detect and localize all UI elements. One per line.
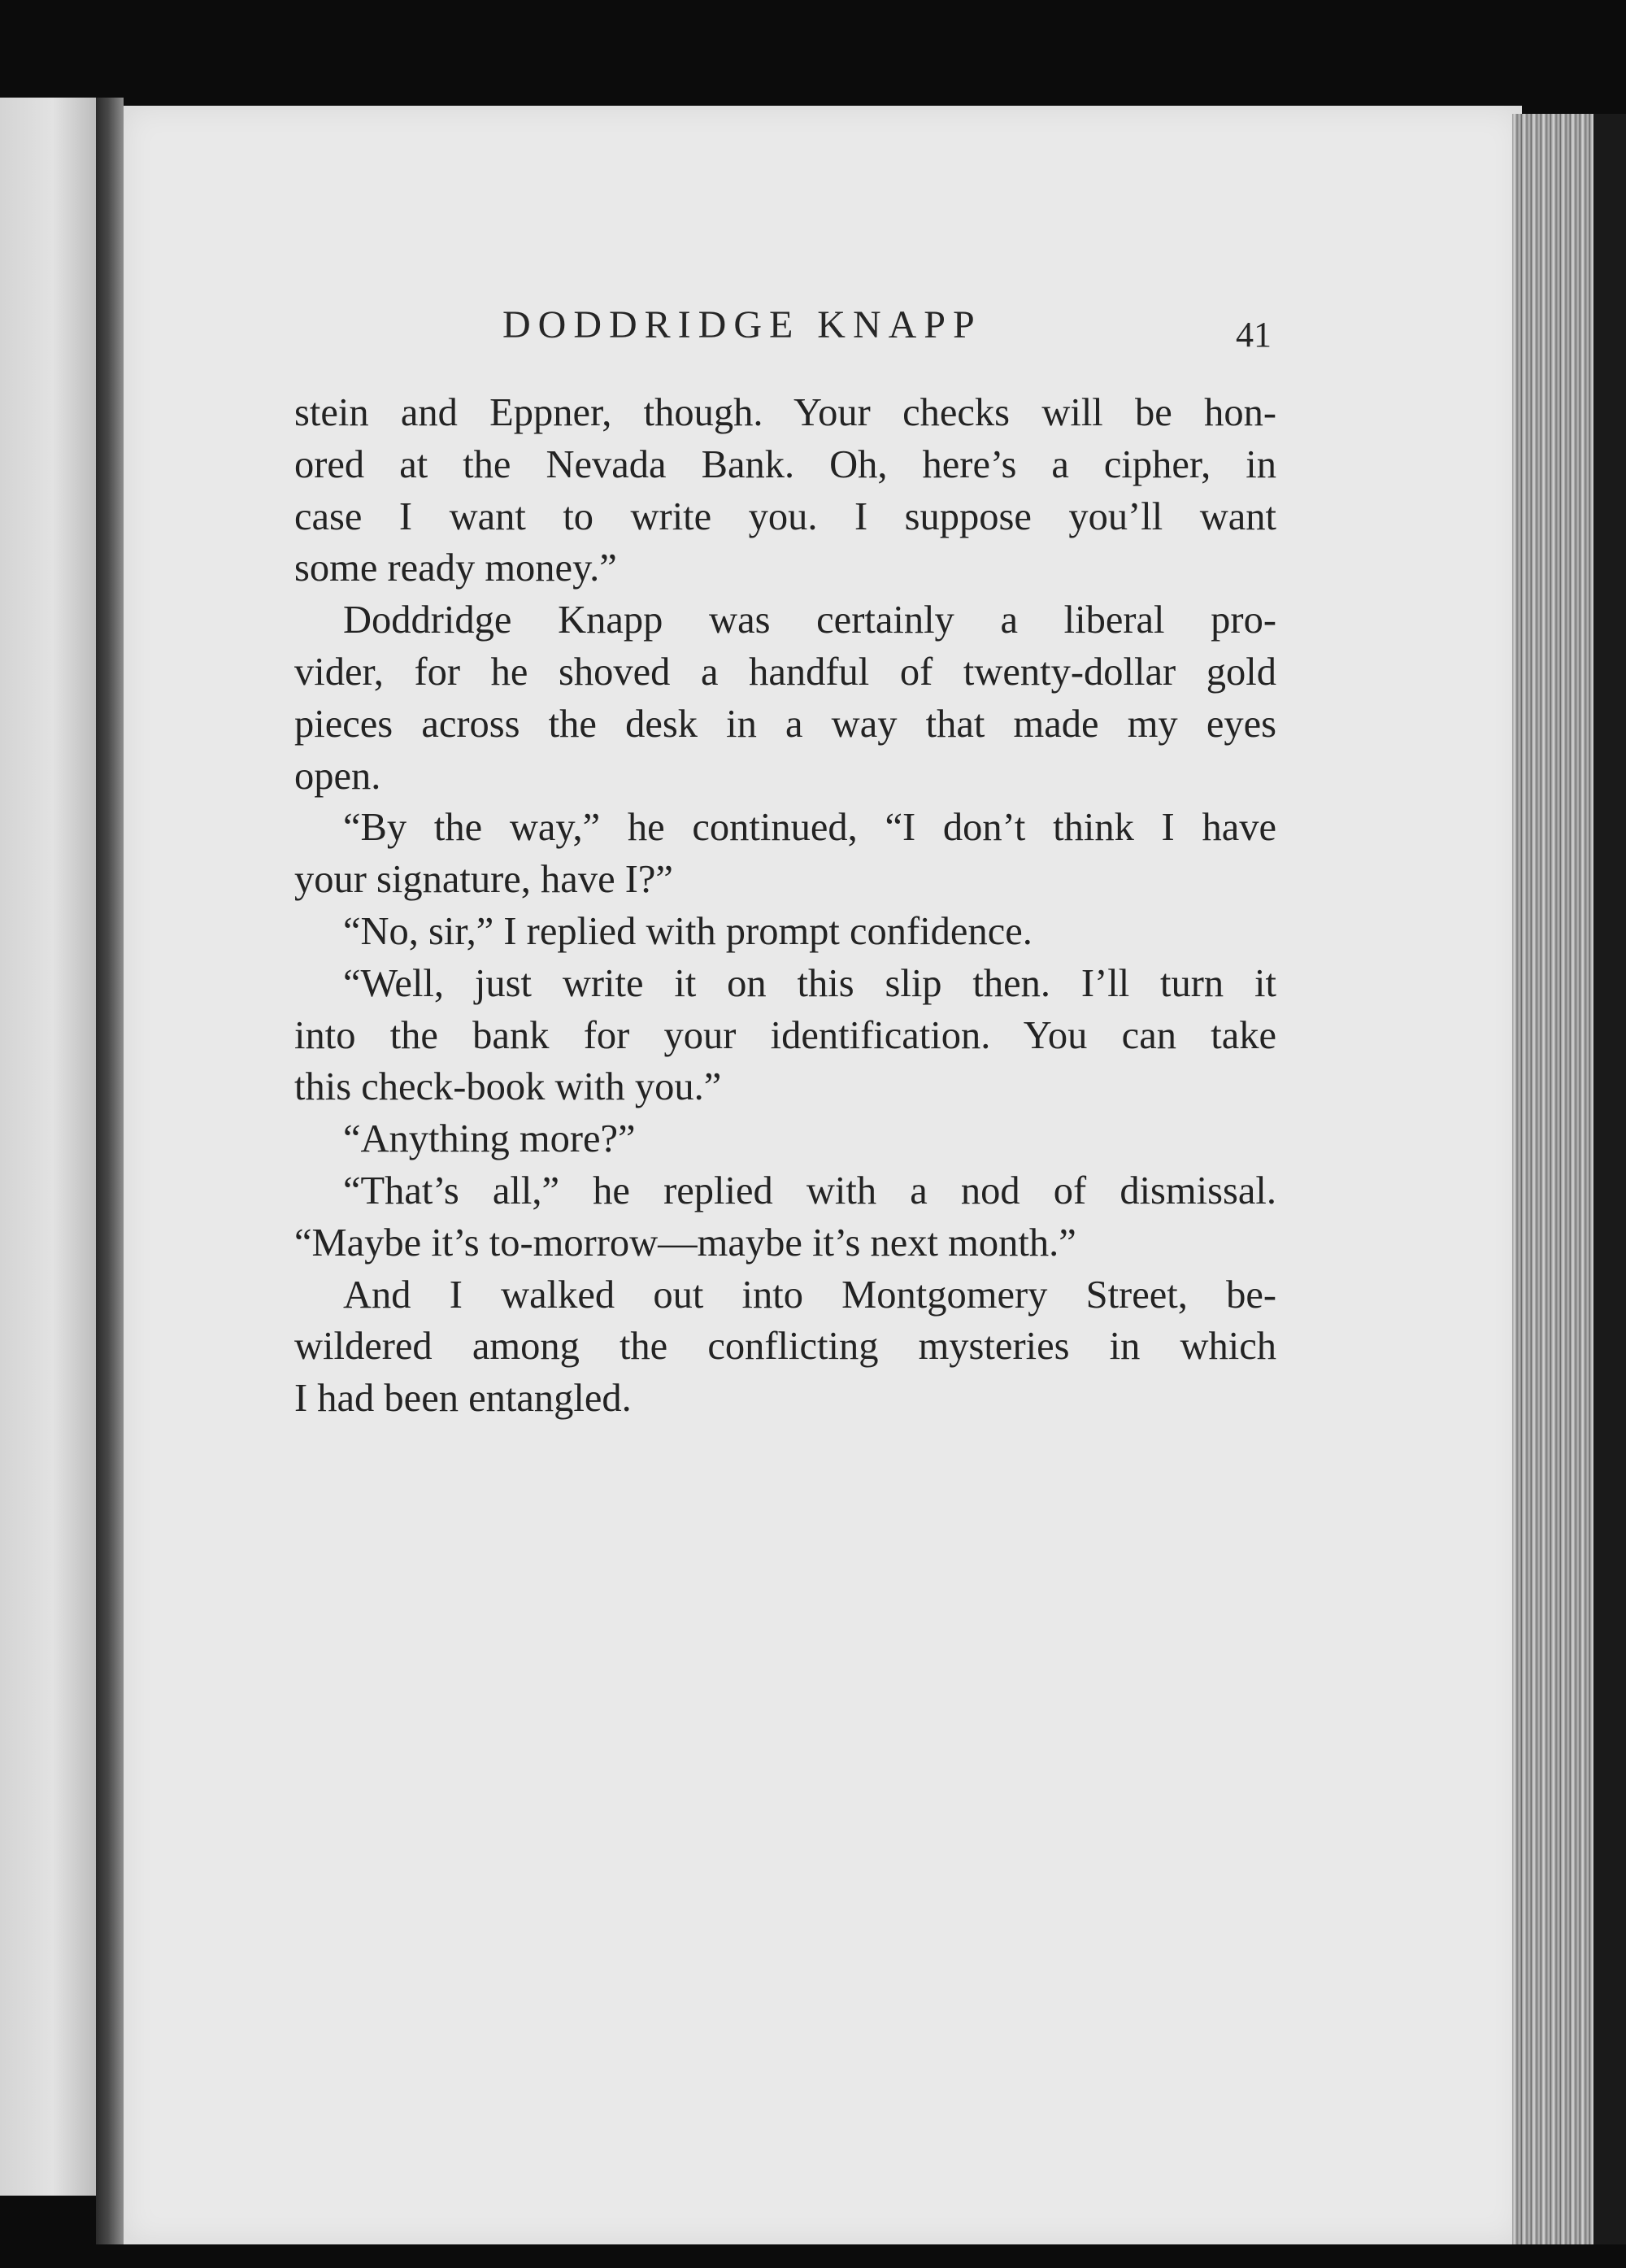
text-line: “That’s all,” he replied with a nod of dismissal.	[343, 1169, 1276, 1212]
text-line: case I want to write you. I suppose you’ll want	[294, 494, 1276, 538]
body-text	[294, 387, 1276, 1425]
text-line: vider, for he shoved a handful of twenty-dollar gold	[294, 650, 1276, 694]
paragraph	[294, 594, 1276, 802]
facing-page-edge	[0, 98, 96, 2196]
text-line: into the bank for your identification. You can take	[294, 1013, 1276, 1057]
text-line: I had been entangled.	[294, 1377, 632, 1421]
paragraph	[294, 1269, 1276, 1425]
page-edges	[1512, 114, 1602, 2244]
text-line: this check-book with you.”	[294, 1065, 722, 1109]
text-line: “No, sir,” I replied with prompt confidence.	[343, 909, 1033, 953]
page-number: 41	[1236, 315, 1272, 355]
text-line: “Well, just write it on this slip then. I’ll turn it	[343, 961, 1276, 1005]
paragraph	[294, 906, 1276, 958]
paragraph	[294, 387, 1276, 594]
running-title: DODDRIDGE KNAPP	[502, 303, 982, 346]
text-line: “By the way,” he continued, “I don’t think I have	[343, 806, 1276, 850]
paragraph	[294, 1113, 1276, 1165]
text-line: your signature, have I?”	[294, 858, 673, 902]
text-line: Doddridge Knapp was certainly a liberal pro-	[343, 599, 1276, 642]
book-gutter	[96, 98, 124, 2244]
text-line: ored at the Nevada Bank. Oh, here’s a cipher, in	[294, 442, 1276, 486]
paragraph	[294, 958, 1276, 1113]
text-line: wildered among the conflicting mysteries in which	[294, 1325, 1276, 1369]
text-line: pieces across the desk in a way that made my eyes	[294, 702, 1276, 746]
text-line: some ready money.”	[294, 546, 617, 590]
text-line: “Anything more?”	[343, 1117, 636, 1161]
book-cover-edge	[1593, 114, 1626, 2244]
text-line: stein and Eppner, though. Your checks will be hon-	[294, 391, 1276, 434]
running-head	[0, 303, 1626, 355]
paragraph	[294, 1165, 1276, 1269]
text-line: And I walked out into Montgomery Street, be-	[343, 1273, 1276, 1317]
paragraph	[294, 802, 1276, 906]
text-line: “Maybe it’s to-morrow—maybe it’s next month.”	[294, 1221, 1076, 1265]
text-line: open.	[294, 754, 381, 798]
